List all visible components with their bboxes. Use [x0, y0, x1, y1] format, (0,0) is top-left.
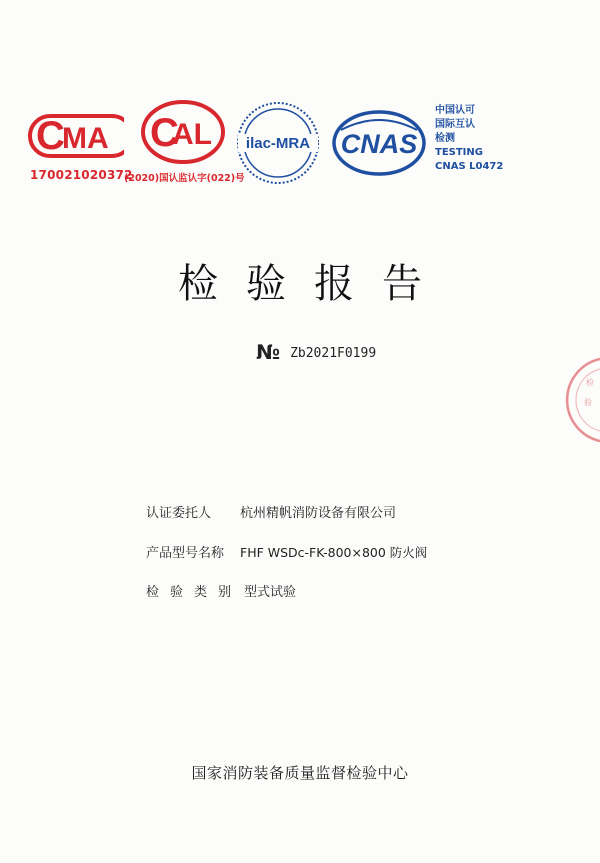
info-row-product — [146, 542, 427, 561]
info-row-client — [146, 502, 396, 521]
cnas-accreditation-text: 中国认可 国际互认 检测 TESTING CNAS L0472 — [435, 105, 504, 172]
seal-stamp-fragment — [556, 355, 600, 449]
client-label: 认证委托人 — [146, 506, 212, 521]
svg-text:AL: AL — [172, 118, 212, 151]
svg-text:检: 检 — [586, 378, 594, 387]
svg-text:C: C — [150, 111, 179, 155]
svg-text:ilac-MRA: ilac-MRA — [245, 135, 311, 152]
client-value: 杭州精帆消防设备有限公司 — [240, 506, 397, 521]
cma-logo — [28, 112, 124, 162]
test-type-label: 检验类别 — [146, 585, 243, 600]
info-row-test-type — [146, 581, 296, 600]
report-title: 检验报告 — [178, 261, 450, 307]
report-number — [256, 340, 376, 364]
svg-text:MA: MA — [62, 122, 109, 155]
cal-logo — [138, 96, 228, 166]
svg-text:验: 验 — [584, 398, 592, 407]
product-value: FHF WSDc-FK-800×800 防火阀 — [240, 545, 428, 560]
test-type-value: 型式试验 — [244, 585, 297, 600]
svg-text:C: C — [36, 114, 65, 158]
number-sign: № — [256, 340, 281, 364]
svg-text:CNAS: CNAS — [340, 129, 418, 159]
cal-code: (2020)国认监认字(022)号 — [124, 173, 245, 184]
ilac-mra-logo — [234, 100, 322, 186]
cnas-logo — [331, 108, 427, 178]
cma-code: 170021020372 — [30, 168, 133, 182]
issuer-name: 国家消防装备质量监督检验中心 — [191, 764, 409, 782]
report-number-value: Zb2021F0199 — [290, 346, 377, 361]
product-label: 产品型号名称 — [146, 546, 225, 561]
